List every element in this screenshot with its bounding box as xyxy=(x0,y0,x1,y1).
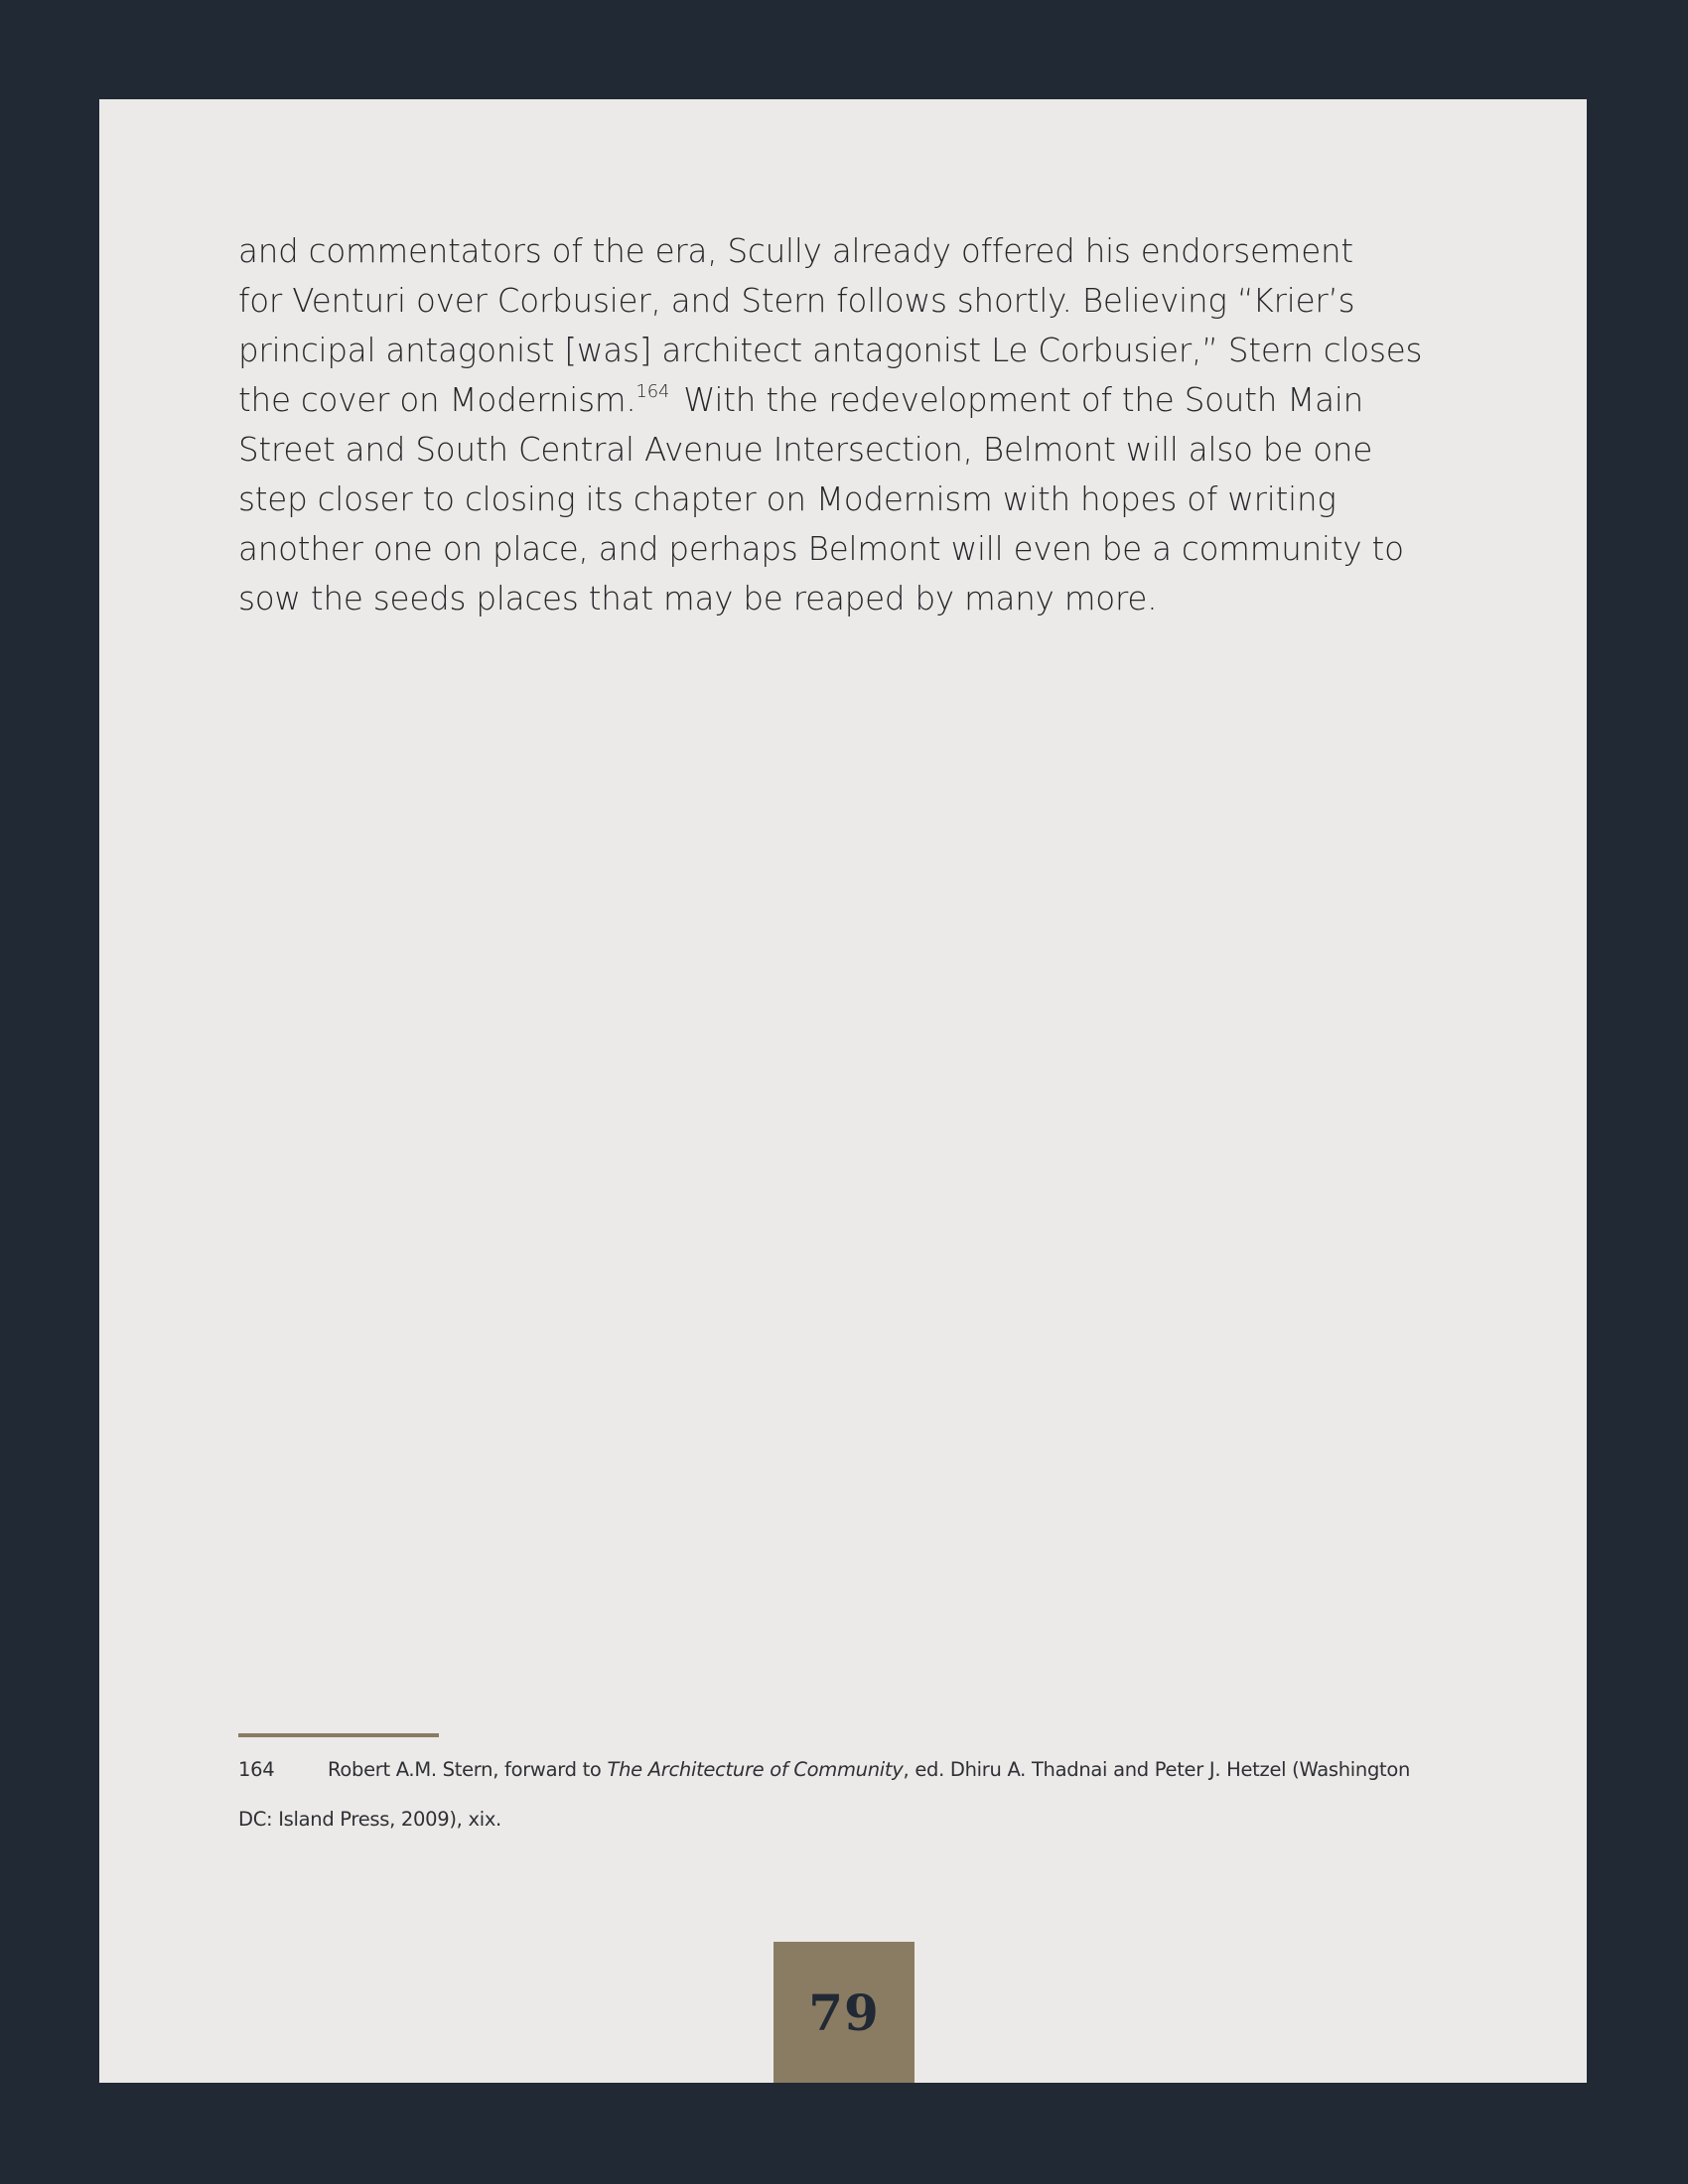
footnote-book-title: The Architecture of Community xyxy=(607,1758,904,1781)
body-line: and commentators of the era, Scully already offered his endorsement xyxy=(238,232,1353,270)
footnote-text: , ed. Dhiru A. Thadnai and Peter J. Hetzel (Washington xyxy=(903,1758,1411,1781)
body-line: sow the seeds places that may be reaped by many more. xyxy=(238,580,1158,617)
footnote-divider xyxy=(238,1733,439,1737)
footnote-line: DC: Island Press, 2009), xix. xyxy=(238,1808,501,1831)
footnote xyxy=(238,1745,1470,1844)
body-text-segment: the cover on Modernism. xyxy=(238,381,636,419)
body-line: principal antagonist [was] architect antagonist Le Corbusier,” Stern closes xyxy=(238,332,1423,369)
footnote-line xyxy=(238,1745,1470,1795)
footnote-reference: 164 xyxy=(635,381,670,402)
body-line: another one on place, and perhaps Belmont will even be a community to xyxy=(238,530,1404,568)
page-number: 79 xyxy=(808,1982,880,2042)
footnote-number: 164 xyxy=(238,1758,275,1781)
body-line: step closer to closing its chapter on Modernism with hopes of writing xyxy=(238,480,1336,518)
body-text-segment: With the redevelopment of the South Main xyxy=(683,381,1364,419)
footnote-text: Robert A.M. Stern, forward to xyxy=(328,1758,608,1781)
body-line: for Venturi over Corbusier, and Stern follows shortly. Believing “Krier’s xyxy=(238,282,1355,320)
body-paragraph xyxy=(238,226,1460,623)
body-line: Street and South Central Avenue Intersection, Belmont will also be one xyxy=(238,431,1373,469)
body-line xyxy=(238,375,1460,425)
page-number-box xyxy=(774,1942,914,2083)
